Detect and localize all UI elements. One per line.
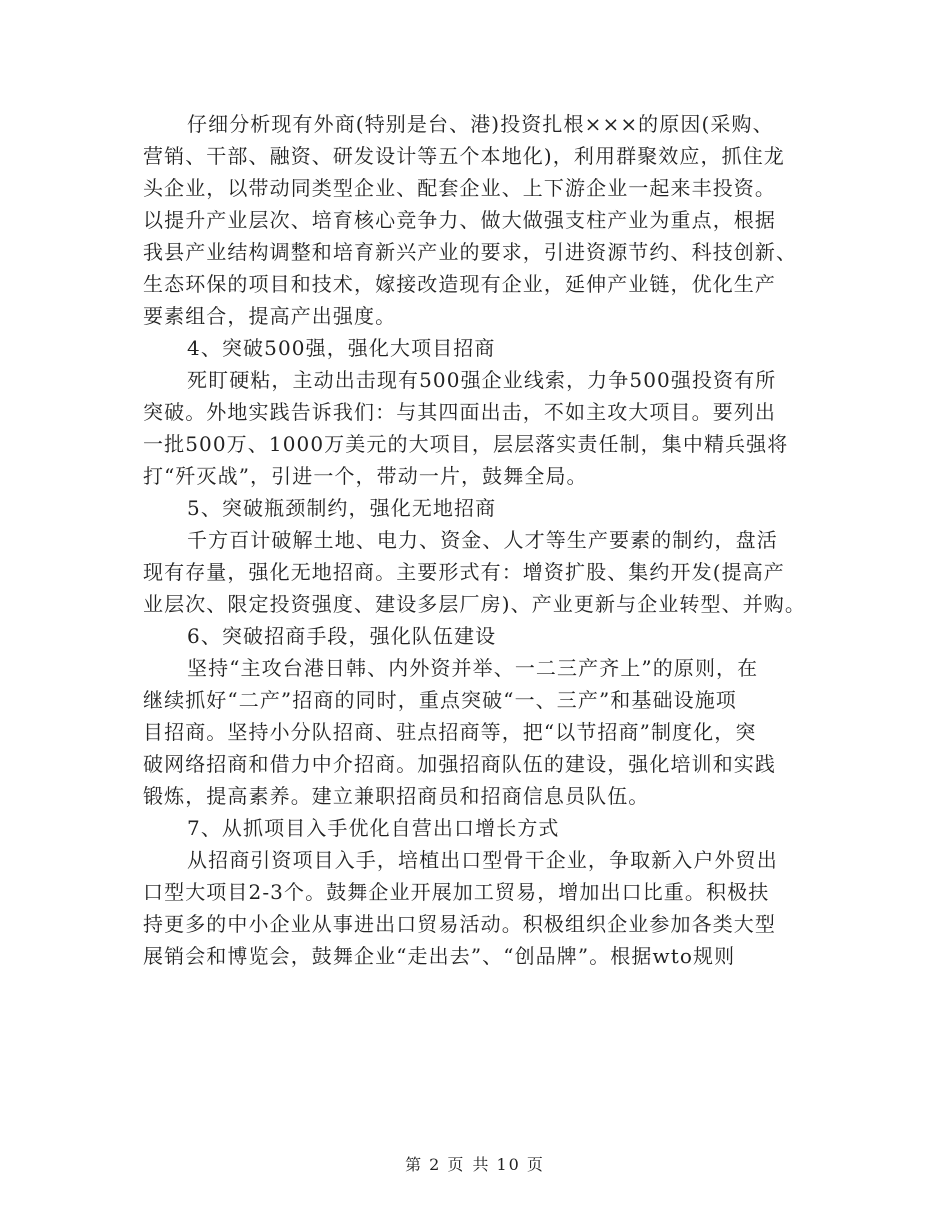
text-line: 继续抓好“二产”招商的同时，重点突破“一、三产”和基础设施项 xyxy=(143,688,737,712)
text-line: 坚持“主攻台港日韩、内外资并举、一二三产齐上”的原则，在 xyxy=(187,656,759,680)
document-body xyxy=(143,108,807,972)
text-line: 目招商。坚持小分队招商、驻点招商等，把“以节招商”制度化，突 xyxy=(143,720,757,744)
text-line: 持更多的中小企业从事进出口贸易活动。积极组织企业参加各类大型 xyxy=(143,912,776,936)
text-line: 一批500万、1000万美元的大项目，层层落实责任制，集中精兵强将 xyxy=(143,432,789,456)
text-line: 突破。外地实践告诉我们：与其四面出击，不如主攻大项目。要列出 xyxy=(143,400,776,424)
text-line: 我县产业结构调整和培育新兴产业的要求，引进资源节约、科技创新、 xyxy=(143,240,798,264)
text-line: 现有存量，强化无地招商。主要形式有：增资扩股、集约开发(提高产 xyxy=(143,560,785,584)
page-footer xyxy=(0,1152,950,1175)
section-heading: 4、突破500强，强化大项目招商 xyxy=(187,336,496,360)
total-page-count: 10 xyxy=(496,1155,521,1174)
section-heading: 7、从抓项目入手优化自营出口增长方式 xyxy=(187,816,560,840)
text-line: 锻炼，提高素养。建立兼职招商员和招商信息员队伍。 xyxy=(143,784,650,808)
section-heading: 6、突破招商手段，强化队伍建设 xyxy=(187,624,497,648)
text-line: 千方百计破解土地、电力、资金、人才等生产要素的制约，盘活 xyxy=(187,528,778,552)
text-line: 展销会和博览会，鼓舞企业“走出去”、“创品牌”。根据wto规则 xyxy=(143,944,736,968)
text-line: 打“歼灭战”，引进一个，带动一片，鼓舞全局。 xyxy=(143,464,588,488)
text-line: 要素组合，提高产出强度。 xyxy=(143,304,397,328)
text-line: 破网络招商和借力中介招商。加强招商队伍的建设，强化培训和实践 xyxy=(143,752,776,776)
text-line: 以提升产业层次、培育核心竞争力、做大做强支柱产业为重点，根据 xyxy=(143,208,776,232)
current-page-number: 2 xyxy=(429,1155,442,1174)
footer-middle: 页 共 xyxy=(447,1155,491,1174)
text-line: 口型大项目2-3个。鼓舞企业开展加工贸易，增加出口比重。积极扶 xyxy=(143,880,770,904)
text-line: 从招商引资项目入手，培植出口型骨干企业，争取新入户外贸出 xyxy=(187,848,778,872)
text-line: 业层次、限定投资强度、建设多层厂房)、产业更新与企业转型、并购。 xyxy=(143,592,807,616)
footer-prefix: 第 xyxy=(405,1155,424,1174)
footer-suffix: 页 xyxy=(526,1155,545,1174)
text-line: 营销、干部、融资、研发设计等五个本地化)，利用群聚效应，抓住龙 xyxy=(143,144,785,168)
section-heading: 5、突破瓶颈制约，强化无地招商 xyxy=(187,496,497,520)
text-line: 头企业，以带动同类型企业、配套企业、上下游企业一起来丰投资。 xyxy=(143,176,776,200)
text-line: 仔细分析现有外商(特别是台、港)投资扎根×××的原因(采购、 xyxy=(187,112,774,136)
text-line: 生态环保的项目和技术，嫁接改造现有企业，延伸产业链，优化生产 xyxy=(143,272,776,296)
text-line: 死盯硬粘，主动出击现有500强企业线索，力争500强投资有所 xyxy=(187,368,777,392)
